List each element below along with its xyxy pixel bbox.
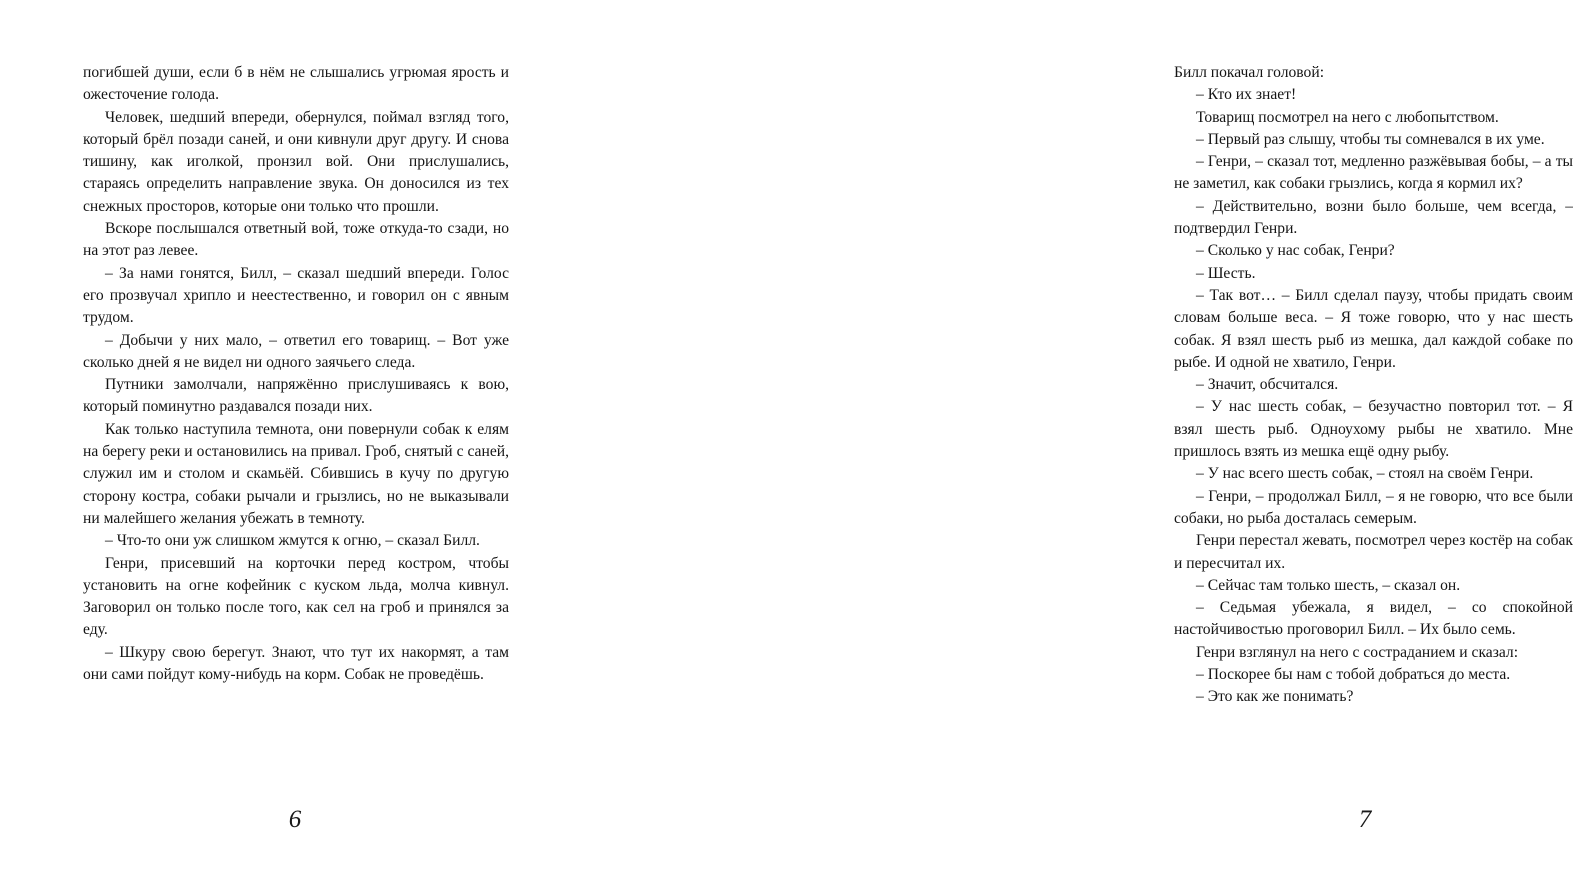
paragraph: – Шкуру свою берегут. Знают, что тут их накормят, а там они сами пойдут кому-нибудь на корм. Собак не проведёшь. — [83, 643, 509, 684]
paragraph: – Добычи у них мало, – ответил его товарищ. – Вот уже сколько дней я не видел ни одного заячьего следа. — [83, 331, 509, 371]
paragraph: Генри перестал жевать, посмотрел через костёр на собак и пересчитал их. — [1174, 532, 1573, 572]
paragraph: Товарищ посмотрел на него с любопытством. — [1196, 108, 1499, 126]
left-column-text — [83, 62, 509, 686]
paragraph: Как только наступила темнота, они повернули собак к елям на берегу реки и остановились на привал. Гроб, снятый с саней, служил им и столом и скамьёй. Сбившись в кучу по другую сторону костра, собаки рычали и грызлись, но не выказывали ни малейшего желания убежать в темноту. — [83, 420, 509, 527]
paragraph: – Генри, – продолжал Билл, – я не говорю, что все были собаки, но рыба досталась семерым. — [1174, 487, 1573, 527]
paragraph: – Генри, – сказал тот, медленно разжёвывая бобы, – а ты не заметил, как собаки грызлись, когда я кормил их? — [1174, 153, 1573, 193]
paragraph: – Так вот… – Билл сделал паузу, чтобы придать своим словам больше веса. – Я тоже говорю, что у нас шесть собак. Я взял шесть рыб из мешка, дал каждой собаке по рыбе. И одной не хватило, Генри. — [1174, 286, 1573, 371]
page-left — [0, 0, 550, 873]
page-number-right: 7 — [1358, 806, 1372, 833]
paragraph: – Сколько у нас собак, Генри? — [1196, 242, 1395, 260]
right-column-text — [1174, 62, 1573, 709]
paragraph: погибшей души, если б в нём не слышались угрюмая ярость и ожесточение голода. — [83, 64, 509, 104]
paragraph: – Что-то они уж слишком жмутся к огню, – сказал Билл. — [105, 532, 480, 550]
paragraph: Вскоре послышался ответный вой, тоже откуда-то сзади, но на этот раз левее. — [83, 220, 509, 260]
paragraph: Билл покачал головой: — [1174, 64, 1325, 81]
paragraph: Генри, присевший на корточки перед костром, чтобы установить на огне кофейник с куском льда, молча кивнул. Заговорил он только после того, как сел на гроб и принялся за еду. — [83, 554, 509, 639]
paragraph: – Первый раз слышу, чтобы ты сомневался в их уме. — [1196, 130, 1545, 148]
paragraph: – У нас всего шесть собак, – стоял на своём Генри. — [1196, 465, 1534, 483]
paragraph: – За нами гонятся, Билл, – сказал шедший впереди. Голос его прозвучал хрипло и неестественно, и говорил он с явным трудом. — [83, 264, 509, 327]
paragraph: – Кто их знает! — [1196, 86, 1297, 104]
paragraph: – Седьмая убежала, я видел, – со спокойной настойчивостью проговорил Билл. – Их было семь. — [1174, 599, 1573, 639]
paragraph: – Сейчас там только шесть, – сказал он. — [1196, 576, 1461, 594]
paragraph: – Поскорее бы нам с тобой добраться до места. — [1196, 666, 1511, 684]
paragraph: – Значит, обсчитался. — [1196, 376, 1339, 394]
paragraph: Генри взглянул на него с состраданием и сказал: — [1196, 643, 1519, 661]
paragraph: – Шесть. — [1196, 264, 1256, 282]
paragraph: Человек, шедший впереди, обернулся, поймал взгляд того, который брёл позади саней, и они кивнули друг другу. И снова тишину, как иголкой, пронзил вой. Они прислушались, стараясь определить направление звука. Он доносился из тех снежных просторов, которые они только что прошли. — [83, 108, 509, 215]
paragraph: – Это как же понимать? — [1196, 688, 1354, 706]
page-right — [550, 0, 1573, 873]
paragraph: Путники замолчали, напряжённо прислушиваясь к вою, который поминутно раздавался позади них. — [83, 376, 509, 416]
paragraph: – У нас шесть собак, – безучастно повторил тот. – Я взял шесть рыб. Одноухому рыбы не хватило. Мне пришлось взять из мешка ещё одну рыбу. — [1174, 398, 1573, 461]
paragraph: – Действительно, возни было больше, чем всегда, – подтвердил Генри. — [1174, 197, 1573, 238]
page-number-left: 6 — [288, 806, 302, 833]
